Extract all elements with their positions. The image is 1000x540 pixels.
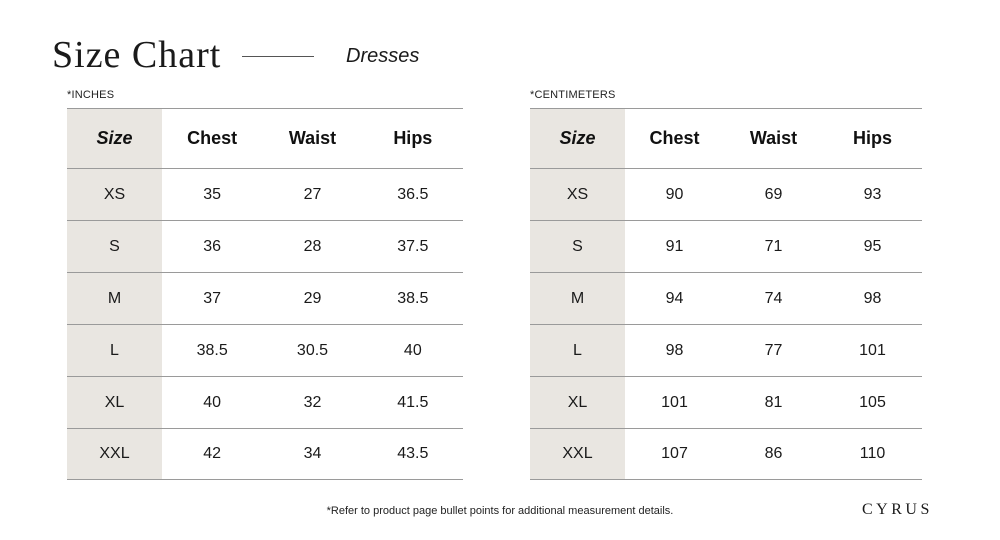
size-cell: XS: [530, 169, 625, 220]
hips-cell: 41.5: [397, 393, 429, 411]
hips-cell: 36.5: [397, 185, 429, 203]
inches-unit-label: *INCHES: [67, 89, 115, 101]
waist-cell: 28: [303, 237, 322, 255]
inches-size-table: [67, 108, 463, 480]
hips-cell: 101: [859, 341, 886, 359]
size-cell: M: [67, 273, 162, 324]
chest-cell: 37: [203, 289, 222, 307]
table-row: [67, 273, 463, 325]
size-cell: S: [530, 221, 625, 272]
table-row: [530, 429, 922, 480]
chest-cell: 94: [665, 289, 684, 307]
chest-cell: 90: [665, 185, 684, 203]
hips-cell: 98: [863, 289, 882, 307]
measurement-footnote: *Refer to product page bullet points for additional measurement details.: [326, 505, 674, 517]
column-header-chest: Chest: [187, 128, 238, 148]
chest-cell: 101: [661, 393, 688, 411]
waist-cell: 86: [764, 445, 783, 462]
size-cell: XS: [67, 169, 162, 220]
size-cell: M: [530, 273, 625, 324]
size-cell: L: [530, 325, 625, 376]
brand-logo: CYRUS: [862, 501, 933, 518]
hips-cell: 105: [859, 393, 886, 411]
waist-cell: 71: [764, 237, 783, 255]
size-cell: XXL: [67, 429, 162, 479]
header-divider: [242, 56, 314, 57]
page-title: Size Chart: [52, 34, 222, 76]
table-row: [530, 221, 922, 273]
chest-cell: 98: [665, 341, 684, 359]
hips-cell: 95: [863, 237, 882, 255]
table-row: [67, 221, 463, 273]
size-cell: S: [67, 221, 162, 272]
table-row: [530, 273, 922, 325]
hips-cell: 40: [403, 341, 422, 359]
centimeters-size-table: [530, 108, 922, 480]
waist-cell: 27: [303, 185, 322, 203]
waist-cell: 77: [764, 341, 783, 359]
centimeters-unit-label: *CENTIMETERS: [530, 89, 616, 101]
size-cell: XL: [67, 377, 162, 428]
size-cell: L: [67, 325, 162, 376]
table-row: [67, 377, 463, 429]
column-header-hips: Hips: [393, 128, 433, 148]
page-subtitle: Dresses: [346, 45, 420, 67]
column-header-size: Size: [67, 109, 162, 168]
chest-cell: 40: [203, 393, 222, 411]
table-row: [67, 325, 463, 377]
table-row: [530, 377, 922, 429]
hips-cell: 93: [863, 185, 882, 203]
hips-cell: 43.5: [397, 445, 429, 462]
size-cell: XXL: [530, 429, 625, 479]
table-row: [530, 325, 922, 377]
column-header-chest: Chest: [649, 128, 700, 148]
waist-cell: 34: [303, 445, 322, 462]
hips-cell: 37.5: [397, 237, 429, 255]
table-header-row: [67, 109, 463, 169]
column-header-size: Size: [530, 109, 625, 168]
chest-cell: 107: [661, 445, 688, 462]
chest-cell: 91: [665, 237, 684, 255]
table-header-row: [530, 109, 922, 169]
table-row: [67, 429, 463, 480]
waist-cell: 32: [303, 393, 322, 411]
table-row: [530, 169, 922, 221]
column-header-hips: Hips: [852, 128, 892, 148]
waist-cell: 29: [303, 289, 322, 307]
waist-cell: 69: [764, 185, 783, 203]
waist-cell: 81: [764, 393, 783, 411]
column-header-waist: Waist: [288, 128, 337, 148]
table-row: [67, 169, 463, 221]
column-header-waist: Waist: [749, 128, 798, 148]
hips-cell: 110: [859, 445, 886, 462]
chest-cell: 38.5: [196, 341, 228, 359]
waist-cell: 30.5: [296, 341, 329, 359]
chest-cell: 35: [203, 185, 222, 203]
waist-cell: 74: [764, 289, 783, 307]
size-cell: XL: [530, 377, 625, 428]
hips-cell: 38.5: [397, 289, 429, 307]
chest-cell: 42: [203, 445, 222, 462]
chest-cell: 36: [203, 237, 222, 255]
